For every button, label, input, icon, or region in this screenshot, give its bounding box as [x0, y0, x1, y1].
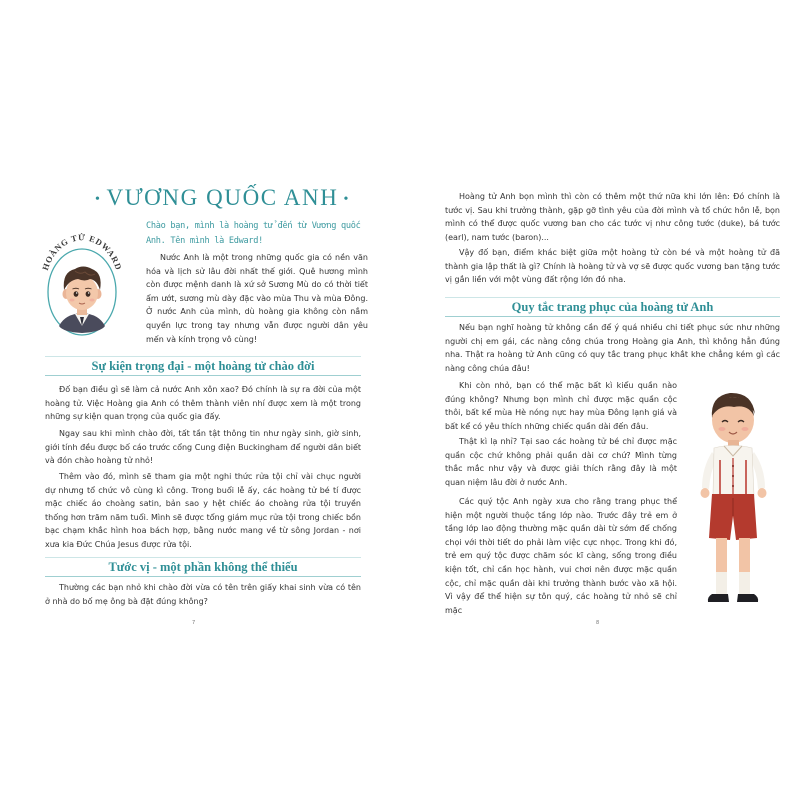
prince-greeting: Chào bạn, mình là hoàng tử đến từ Vương quốc Anh. Tên mình là Edward!	[146, 221, 361, 246]
birth-paragraph-1: Đố bạn điều gì sẽ làm cả nước Anh xôn xao? Đó chính là sự ra đời của một hoàng tử. Việc Hoàng gia Anh có thêm thành viên nhí được xem là một trong những sự kiện quan trọng của quốc gia đấy.	[45, 385, 361, 422]
heading-rule-top	[45, 356, 361, 357]
rank-paragraph-2: Vậy đố bạn, điểm khác biệt giữa một hoàng tử còn bé và một hoàng tử đã thành gia lập thất là gì? Chính là hoàng tử và vợ sẽ được quốc vương ban tặng tước vị gắn liền với một vùng đất rộng lớn đó nha.	[445, 248, 780, 285]
portrait-label: HOÀNG TỬ EDWARD	[39, 232, 125, 272]
dress-paragraph-4: Các quý tộc Anh ngày xưa cho rằng trang phục thể hiện một người thuộc tầng lớp nào. Trước đây trẻ em ở tầng lớp lao động thường mặc quần dài từ sớm để chống chọi với thời tiết do phải làm việc cực nhọc. Trong khi đó, trẻ em quý tộc được chăm sóc kĩ càng, sống trong điều kiện tốt, chỉ cần học hành, vui chơi nên được mặc quần cộc, chỉ mặc quần dài khi trưởng thành bước vào xã hội. Vì vậy để thể hiện sự tôn quý, các hoàng tử nhỏ sẽ chỉ mặc	[445, 497, 677, 615]
rank-paragraph-1: Hoàng tử Anh bọn mình thì còn có thêm một thứ nữa khi lớn lên: Đó chính là tước vị. Sau khi trưởng thành, gặp gỡ tình yêu của đời mình và tổ chức hôn lễ, bọn mình có thể được quốc vương ban cho các tước vị như công tước (duke), bá tước (earl), nam tước (baron)...	[445, 192, 780, 242]
section-heading-titles-text: Tước vị - một phần không thể thiếu	[108, 560, 298, 574]
section-heading-dress-code	[445, 297, 780, 317]
chapter-title-text: VƯƠNG QUỐC ANH	[106, 185, 339, 210]
prince-edward-portrait	[35, 222, 129, 346]
boy-in-shorts-illustration	[672, 388, 792, 610]
dress-paragraph-1: Nếu bạn nghĩ hoàng tử không cần để ý quá nhiều chi tiết phục sức như những người chị em gái, các nàng công chúa trong Hoàng gia Anh, thì không hẳn đúng nha. Thật ra hoàng tử Anh cũng có quy tắc trang phục khắt khe chẳng kém gì các nàng công chúa đâu!	[445, 323, 780, 373]
prince-portrait-illustration	[35, 222, 129, 346]
dress-paragraph-3: Thật kì lạ nhỉ? Tại sao các hoàng tử bé chỉ được mặc quần cộc chứ không phải quần dài cơ chứ? Mình từng thắc mắc như vậy và được giải thích rằng đây là một quan niệm lâu đời ở nước Anh.	[445, 437, 677, 487]
dress-paragraph-2: Khi còn nhỏ, bạn có thể mặc bất kì kiểu quần nào đúng không? Nhưng bọn mình chỉ được mặc quần cộc thôi, bất kể mùa Hè nóng nực hay mùa Đông lạnh giá và bất kể có yêu thích những chiếc quần dài đến đâu.	[445, 381, 677, 431]
section-heading-birth	[45, 356, 361, 376]
heading-rule	[445, 316, 780, 317]
intro-paragraph: Nước Anh là một trong những quốc gia có nền văn hóa và lịch sử lâu đời nhất thế giới. Quê hương mình còn được mệnh danh là xứ sở Sương Mù do có thời tiết ẩm ướt, sương mù dày đặc vào mùa Thu và mùa Đông. Ở nước Anh của mình, dù hoàng gia không còn nắm quyền lực trong tay nhưng vẫn được người dân yêu mến và kính trọng vô cùng!	[146, 253, 368, 344]
page-number-left: 7	[192, 620, 196, 626]
title-bullet-right: •	[343, 191, 350, 207]
section-heading-birth-text: Sự kiện trọng đại - một hoàng tử chào đời	[91, 359, 315, 373]
title-bullet-left: •	[95, 191, 102, 207]
heading-rule-top	[45, 557, 361, 558]
page-number-right: 8	[596, 620, 600, 626]
prince-in-shorts-svg	[672, 388, 792, 610]
heading-rule-top	[445, 297, 780, 298]
section-heading-titles	[45, 557, 361, 577]
birth-paragraph-2: Ngay sau khi mình chào đời, tất tần tật thông tin như ngày sinh, giờ sinh, giới tính đều được bố cáo trước cổng Cung điện Buckingham để người dân biết và đón chào hoàng tử nhỏ!	[45, 429, 361, 466]
right-page	[400, 0, 800, 800]
chapter-title	[90, 185, 350, 211]
birth-paragraph-3: Thêm vào đó, mình sẽ tham gia một nghi thức rửa tội chỉ vài chục người dự nhưng tổ chức vô cùng kì công. Trong buổi lễ ấy, các hoàng tử bé tí được mặc chiếc áo choàng satin, bản sao y hệt chiếc áo choàng rửa tội truyền thống hơn trăm năm tuổi. Mình sẽ được tổng giám mục rửa tội trong chiếc bồn bạc chạm khắc hình hoa bách hợp, bằng nước mang về từ sông Jordan - nơi xưa kia Đức Chúa Jesus được rửa tội.	[45, 472, 361, 549]
heading-rule	[45, 576, 361, 577]
titles-paragraph-1: Thường các bạn nhỏ khi chào đời vừa có tên trên giấy khai sinh vừa có tên ở nhà do bố mẹ ông bà đặt đúng không?	[45, 583, 361, 606]
section-heading-dress-code-text: Quy tắc trang phục của hoàng tử Anh	[511, 300, 714, 314]
heading-rule	[45, 375, 361, 376]
